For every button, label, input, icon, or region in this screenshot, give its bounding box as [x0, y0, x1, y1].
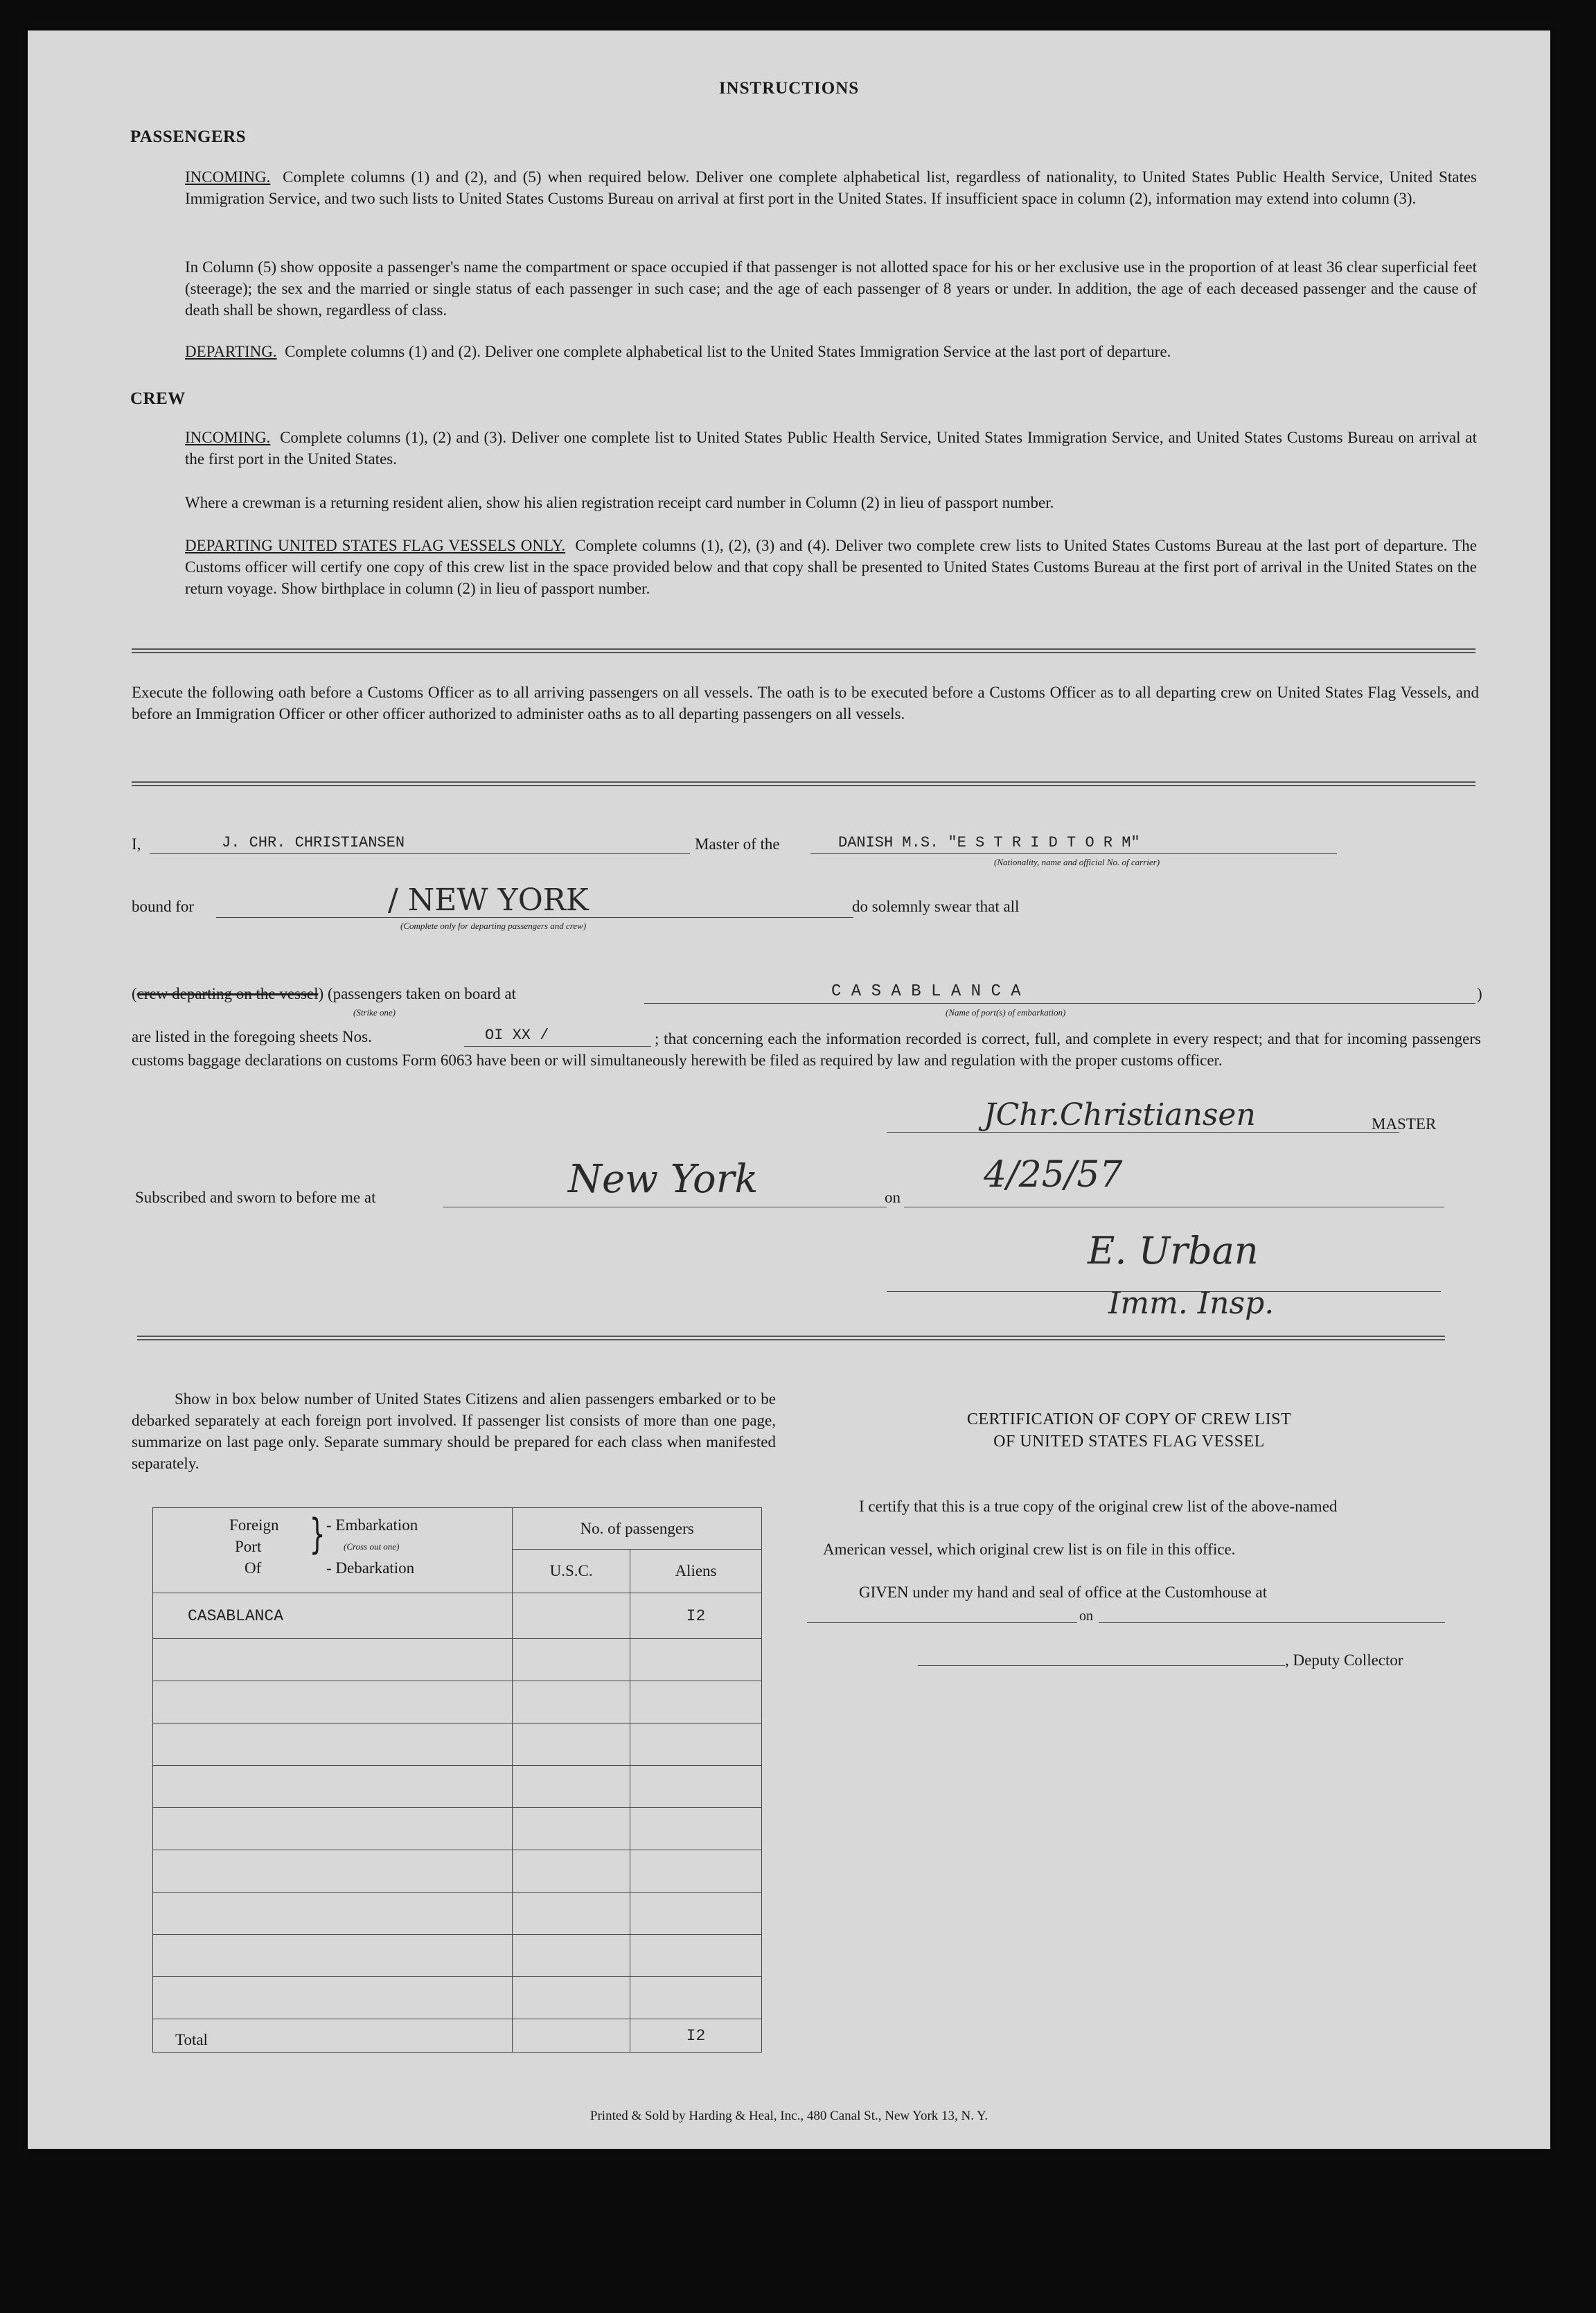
summary-usc-cell — [513, 1639, 630, 1681]
crew-passengers-choice — [132, 985, 516, 1003]
certification-title-line2: OF UNITED STATES FLAG VESSEL — [993, 1433, 1265, 1451]
listed-label: are listed in the foregoing sheets Nos. — [132, 1028, 372, 1045]
summary-port-cell: CASABLANCA — [153, 1593, 513, 1639]
certification-on-label: on — [1079, 1609, 1093, 1624]
master-signature: JChr.Christiansen — [984, 1097, 1256, 1133]
summary-usc-cell — [513, 1893, 630, 1935]
passengers-incoming-label: INCOMING. — [185, 168, 271, 186]
port-caption: (Name of port(s) of embarkation) — [946, 1007, 1066, 1018]
sworn-place-value: New York — [568, 1157, 759, 1202]
column5-paragraph: In Column (5) show opposite a passenger's name the compartment or space occupied if that passenger is not allotted space for his or her exclusive use in the proportion of at least 36 clear superficial feet (steerage); the sex and the married or single status of each passenger in such case; and the age of each passenger of 8 years or under. In addition, the age of each deceased passenger and the cause of death shall be shown, regardless of class. — [185, 258, 1477, 319]
summary-port-cell — [153, 1893, 513, 1935]
usc-header: U.S.C. — [513, 1550, 630, 1593]
vessel-line — [810, 853, 1337, 854]
sworn-on-label: on — [885, 1189, 901, 1206]
summary-port-cell — [153, 1723, 513, 1766]
certify-line2: American vessel, which original crew list is on file in this office. — [823, 1541, 1236, 1558]
given-text: GIVEN under my hand and seal of office at the Customhouse at — [859, 1584, 1268, 1601]
strike-caption: (Strike one) — [353, 1007, 396, 1018]
oath-i-label: I, — [132, 835, 141, 853]
crew-departing-label: DEPARTING UNITED STATES FLAG VESSELS ONLY. — [185, 537, 566, 554]
master-name-line — [150, 853, 690, 854]
port-header-cell — [153, 1508, 513, 1593]
summary-port-cell — [153, 1681, 513, 1723]
swear-label: do solemnly swear that all — [852, 898, 1020, 915]
certify-line1: I certify that this is a true copy of the original crew list of the above-named — [859, 1498, 1338, 1515]
execute-oath-paragraph: Execute the following oath before a Customs Officer as to all arriving passengers on all vessels. The oath is to be executed before a Customs Officer as to all departing crew on United States Flag Vessels, and before an Immigration Officer or other officer authorized to administer oaths as to all departing passengers on all vessels. — [132, 684, 1479, 723]
summary-aliens-cell — [630, 1766, 761, 1808]
bound-for-value: / NEW YORK — [388, 883, 589, 918]
summary-port-cell — [153, 1850, 513, 1893]
total-label: Total — [153, 2019, 513, 2053]
divider-middle — [132, 781, 1475, 786]
master-name-value: J. CHR. CHRISTIANSEN — [222, 834, 405, 851]
summary-port-cell — [153, 1808, 513, 1850]
certification-date-line — [1099, 1622, 1445, 1623]
summary-row — [153, 1766, 762, 1808]
aliens-header: Aliens — [630, 1550, 761, 1593]
no-passengers-header: No. of passengers — [513, 1508, 762, 1550]
of-label: Of — [245, 1559, 262, 1577]
port-label: Port — [235, 1538, 262, 1555]
summary-row — [153, 1593, 762, 1639]
summary-aliens-cell — [630, 1935, 761, 1977]
summary-aliens-cell — [630, 1808, 761, 1850]
subscribed-label: Subscribed and sworn to before me at — [135, 1189, 376, 1206]
sworn-date-value: 4/25/57 — [984, 1154, 1123, 1196]
summary-usc-cell — [513, 1935, 630, 1977]
bracket-glyph: } — [309, 1510, 326, 1559]
inspector-signature: E. Urban — [1088, 1229, 1259, 1273]
summary-port-cell — [153, 1977, 513, 2019]
form-page — [28, 30, 1550, 2149]
summary-port-cell — [153, 1766, 513, 1808]
summary-instructions: Show in box below number of United States Citizens and alien passengers embarked or to be debarked separately at each foreign port involved. If passenger list consists of more than one page, summarize on last page only. Separate summary should be prepared for each class when manifested separately. — [132, 1390, 776, 1472]
total-usc — [513, 2019, 630, 2053]
summary-row — [153, 1935, 762, 1977]
summary-row — [153, 1808, 762, 1850]
summary-row — [153, 1639, 762, 1681]
passengers-incoming-paragraph — [185, 166, 1477, 209]
deputy-collector-line — [918, 1665, 1285, 1666]
passengers-departing-paragraph — [185, 341, 1477, 362]
passengers-heading: PASSENGERS — [130, 127, 247, 146]
summary-usc-cell — [513, 1808, 630, 1850]
summary-usc-cell — [513, 1850, 630, 1893]
bound-for-caption: (Complete only for departing passengers and crew) — [400, 921, 587, 931]
customhouse-line — [807, 1622, 1077, 1623]
summary-row — [153, 1893, 762, 1935]
listed-text: ; that concerning each the information recorded is correct, full, and complete in every respect; and that for incoming passengers customs baggage declarations on customs Form 6063 have been or will simultaneously herewith be filed as required by law and regulation with the proper customs officer. — [132, 1030, 1481, 1069]
passengers-departing-label: DEPARTING. — [185, 343, 277, 360]
crew-departing-struck: crew departing on the vessel — [136, 985, 319, 1002]
summary-aliens-cell — [630, 1723, 761, 1766]
summary-usc-cell — [513, 1593, 630, 1639]
crew-incoming-label: INCOMING. — [185, 429, 271, 446]
summary-row — [153, 1977, 762, 2019]
passengers-incoming-text: Complete columns (1) and (2), and (5) when required below. Deliver one complete alphabetical list, regardless of nationality, to United States Public Health Service, United States Immigration Service, and two such lists to United States Customs Bureau on arrival at first port in the United States. If insufficient space in column (2), information may extend into column (3). — [185, 168, 1478, 207]
summary-row — [153, 1681, 762, 1723]
summary-usc-cell — [513, 1977, 630, 2019]
summary-usc-cell — [513, 1766, 630, 1808]
total-aliens: I2 — [630, 2019, 761, 2053]
deputy-collector-label: , Deputy Collector — [1285, 1651, 1403, 1669]
summary-aliens-cell — [630, 1681, 761, 1723]
crew-incoming-paragraph — [185, 427, 1477, 470]
summary-rows — [153, 1593, 762, 2019]
summary-aliens-cell — [630, 1977, 761, 2019]
embarkation-label: - Embarkation — [326, 1516, 418, 1534]
close-paren: ) — [1477, 985, 1482, 1002]
crew-incoming-text: Complete columns (1), (2) and (3). Deliver one complete list to United States Public Health Service, United States Immigration Service, and United States Customs Bureau on arrival at the first port in the United States. — [185, 429, 1477, 468]
summary-row — [153, 1723, 762, 1766]
port-line — [644, 1003, 1475, 1004]
summary-usc-cell — [513, 1681, 630, 1723]
bound-for-label: bound for — [132, 898, 195, 915]
summary-aliens-cell: I2 — [630, 1593, 761, 1639]
certification-title-line1: CERTIFICATION OF COPY OF CREW LIST — [966, 1410, 1292, 1428]
vessel-caption: (Nationality, name and official No. of carrier) — [994, 857, 1160, 867]
summary-aliens-cell — [630, 1893, 761, 1935]
printer-footer: Printed & Sold by Harding & Heal, Inc., 480 Canal St., New York 13, N. Y. — [589, 2109, 988, 2123]
master-of-label: Master of the — [695, 835, 780, 853]
passengers-taken-label: ) (passengers taken on board at — [318, 985, 517, 1002]
vessel-value: DANISH M.S. "E S T R I D T O R M" — [838, 834, 1140, 851]
crew-heading: CREW — [130, 389, 186, 408]
page-title: INSTRUCTIONS — [718, 79, 860, 98]
open-paren: ( — [132, 985, 137, 1002]
inspector-title: Imm. Insp. — [1108, 1286, 1275, 1321]
embarkation-port-value: C A S A B L A N C A — [831, 982, 1021, 1001]
summary-port-cell — [153, 1935, 513, 1977]
passengers-departing-text: Complete columns (1) and (2). Deliver one complete alphabetical list to the United States Immigration Service at the last port of departure. — [285, 343, 1171, 360]
summary-aliens-cell — [630, 1639, 761, 1681]
master-label: MASTER — [1372, 1115, 1437, 1133]
divider-bottom — [137, 1336, 1445, 1340]
passenger-summary-table — [152, 1507, 762, 2053]
sheets-value: OI XX / — [485, 1027, 549, 1044]
debarkation-label: - Debarkation — [326, 1559, 415, 1577]
crew-departing-text: Complete columns (1), (2), (3) and (4). Deliver two complete crew lists to United States Customs Bureau at the last port of departure. The Customs officer will certify one copy of this crew list in the space provided below and that copy shall be presented to United States Customs Bureau at the first port of arrival in the United States on the return voyage. Show birthplace in column (2) in lieu of passport number. — [185, 537, 1478, 597]
crew-resident-paragraph: Where a crewman is a returning resident alien, show his alien registration receipt card number in Column (2) in lieu of passport number. — [185, 494, 1054, 511]
foreign-label: Foreign — [229, 1516, 279, 1534]
summary-port-cell — [153, 1639, 513, 1681]
summary-usc-cell — [513, 1723, 630, 1766]
cross-out-caption: (Cross out one) — [344, 1541, 400, 1552]
crew-departing-paragraph — [185, 535, 1477, 599]
summary-aliens-cell — [630, 1850, 761, 1893]
divider-top — [132, 648, 1475, 653]
summary-row — [153, 1850, 762, 1893]
